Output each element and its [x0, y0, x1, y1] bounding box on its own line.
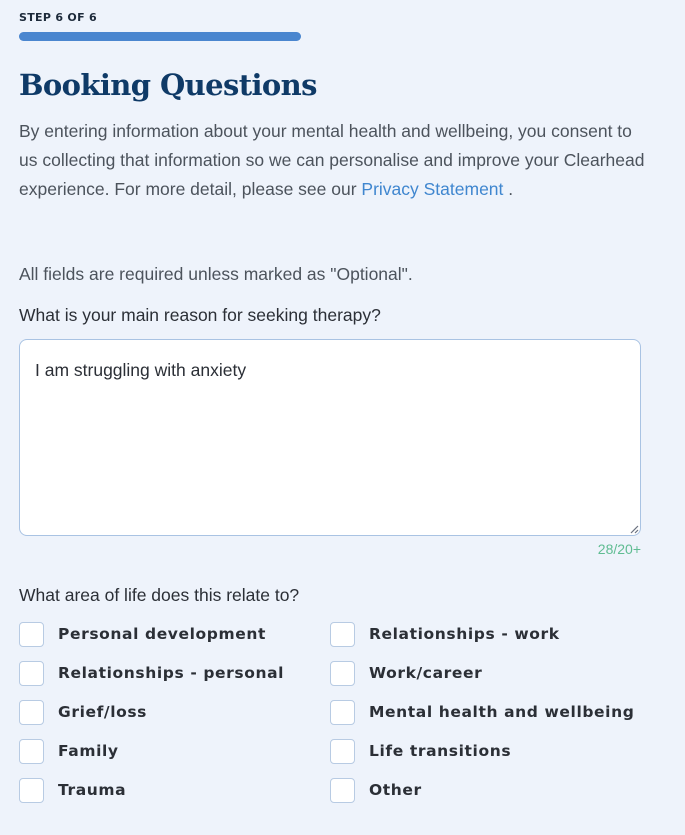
life-area-option[interactable] — [19, 621, 266, 647]
option-label: Work/career — [369, 664, 483, 682]
option-label: Relationships - personal — [58, 664, 285, 682]
option-label: Personal development — [58, 625, 266, 643]
life-area-option[interactable] — [330, 621, 560, 647]
life-area-option[interactable] — [330, 777, 422, 803]
consent-intro-text: By entering information about your mental health and wellbeing, you consent to us collecting that information so we can personalise and improve your Clearhead experience. For more detail, please see our — [19, 121, 645, 199]
consent-intro-tail: . — [503, 179, 514, 199]
therapy-reason-field — [19, 339, 641, 536]
step-indicator: STEP 6 OF 6 — [19, 11, 97, 24]
life-area-option[interactable] — [19, 738, 119, 764]
option-label: Mental health and wellbeing — [369, 703, 635, 721]
progress-bar — [19, 32, 301, 41]
consent-intro — [19, 117, 649, 204]
option-label: Family — [58, 742, 119, 760]
checkbox[interactable] — [19, 700, 44, 725]
required-fields-note: All fields are required unless marked as "Optional". — [19, 264, 413, 284]
option-label: Trauma — [58, 781, 127, 799]
progress-bar-fill — [19, 32, 301, 41]
checkbox[interactable] — [330, 661, 355, 686]
life-area-option[interactable] — [19, 660, 284, 686]
therapy-reason-label: What is your main reason for seeking therapy? — [19, 305, 381, 325]
life-area-option[interactable] — [330, 699, 634, 725]
life-area-option[interactable] — [330, 660, 482, 686]
character-count: 28/20+ — [597, 541, 641, 557]
privacy-statement-link[interactable]: Privacy Statement — [361, 179, 504, 199]
option-label: Other — [369, 781, 422, 799]
checkbox[interactable] — [19, 778, 44, 803]
resize-handle-icon[interactable] — [629, 524, 639, 534]
life-area-option[interactable] — [330, 738, 511, 764]
checkbox[interactable] — [330, 622, 355, 647]
therapy-reason-textarea[interactable] — [19, 339, 641, 536]
life-area-option[interactable] — [19, 777, 126, 803]
page-title: Booking Questions — [19, 68, 317, 102]
checkbox[interactable] — [19, 622, 44, 647]
life-area-option[interactable] — [19, 699, 147, 725]
life-area-label: What area of life does this relate to? — [19, 585, 300, 605]
checkbox[interactable] — [330, 739, 355, 764]
checkbox[interactable] — [330, 700, 355, 725]
checkbox[interactable] — [19, 739, 44, 764]
checkbox[interactable] — [330, 778, 355, 803]
option-label: Relationships - work — [369, 625, 560, 643]
checkbox[interactable] — [19, 661, 44, 686]
option-label: Grief/loss — [58, 703, 148, 721]
option-label: Life transitions — [369, 742, 512, 760]
